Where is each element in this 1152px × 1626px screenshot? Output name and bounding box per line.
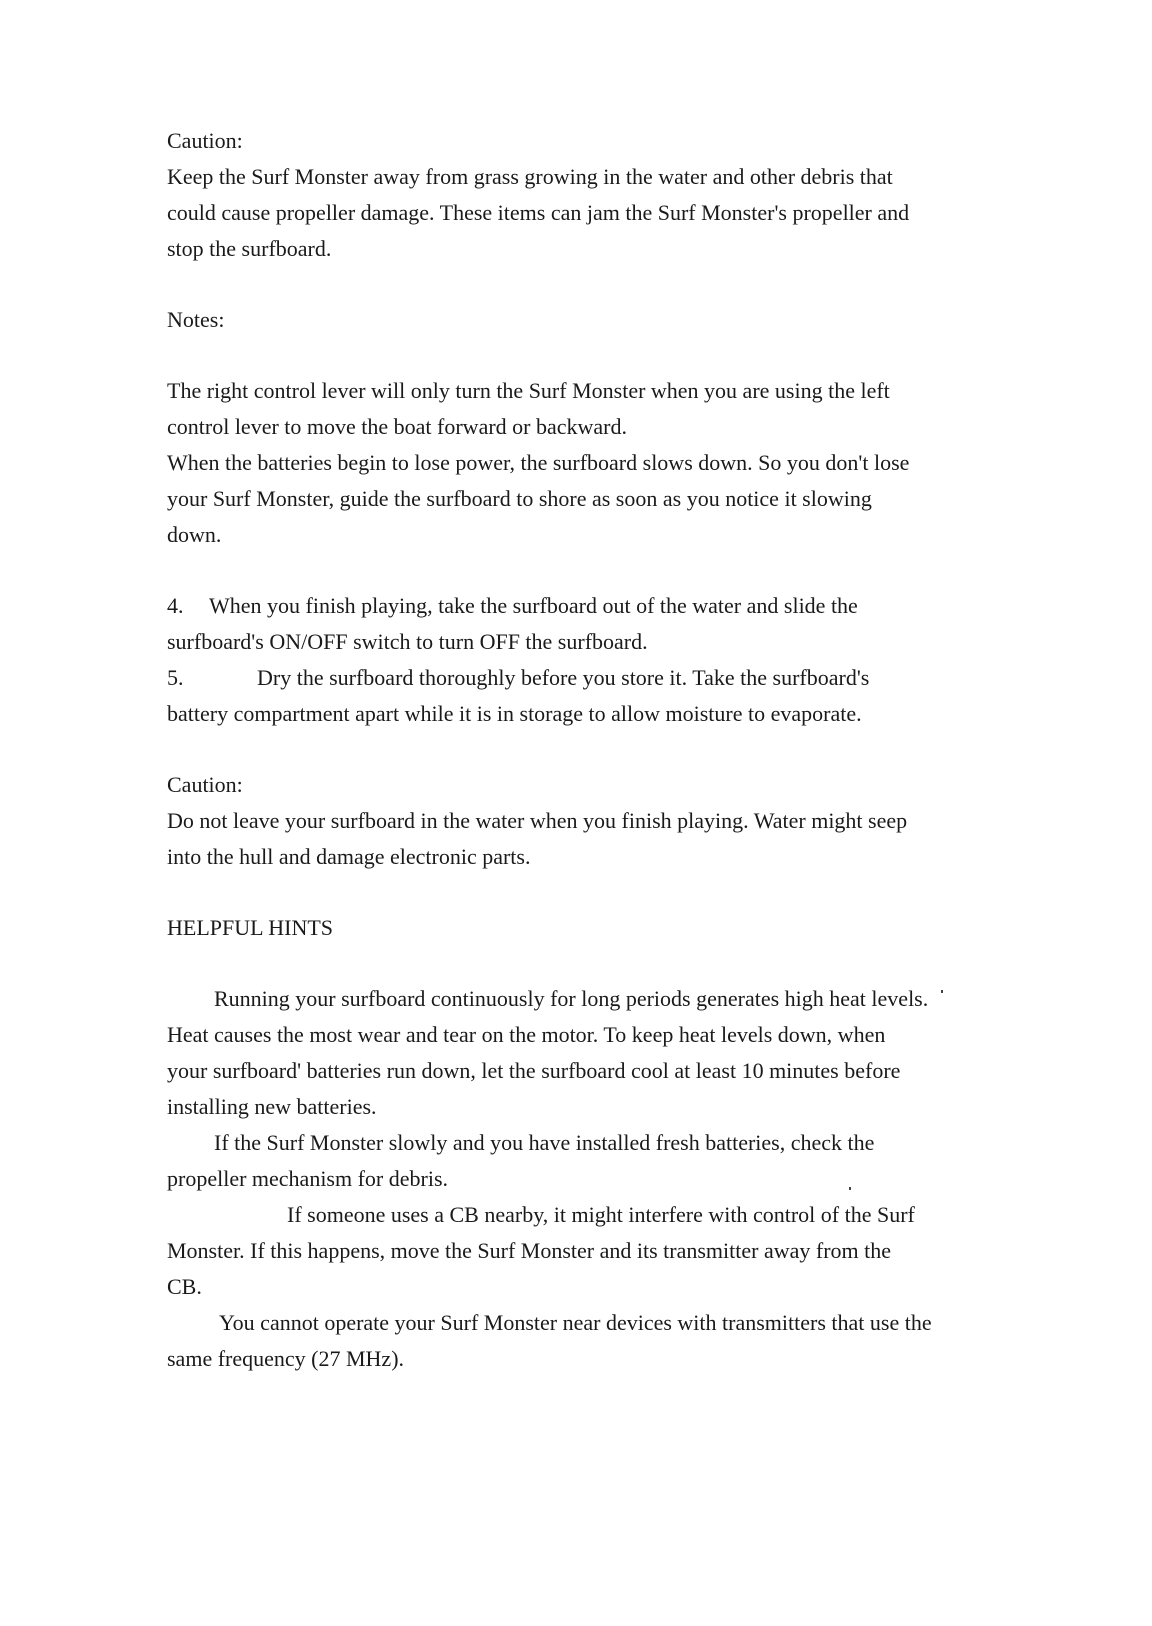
notes-text-line: When the batteries begin to lose power, the surfboard slows down. So you don't lose [167, 450, 910, 475]
step-4-line [167, 588, 858, 624]
notes-text-line: down. [167, 522, 222, 547]
scan-speck [941, 990, 943, 993]
hint-text-line: Running your surfboard continuously for long periods generates high heat levels. [214, 986, 929, 1011]
notes-heading: Notes: [167, 307, 225, 332]
hint-text-line: If someone uses a CB nearby, it might interfere with control of the Surf [287, 1202, 915, 1227]
notes-text-line: The right control lever will only turn the Surf Monster when you are using the left [167, 378, 890, 403]
hints-heading: HELPFUL HINTS [167, 915, 334, 940]
caution-text-line: could cause propeller damage. These items can jam the Surf Monster's propeller and [167, 200, 910, 225]
caution-heading: Caution: [167, 772, 243, 797]
caution-text-line: Do not leave your surfboard in the water when you finish playing. Water might seep [167, 808, 908, 833]
hint-text-line: CB. [167, 1274, 202, 1299]
hint-text-line: your surfboard' batteries run down, let the surfboard cool at least 10 minutes before [167, 1058, 901, 1083]
step-text: Dry the surfboard thoroughly before you store it. Take the surfboard's [257, 665, 870, 690]
caution-text-line: into the hull and damage electronic parts. [167, 844, 531, 869]
notes-text-line: control lever to move the boat forward or backward. [167, 414, 627, 439]
step-number: 5. [167, 665, 184, 690]
step-text: When you finish playing, take the surfboard out of the water and slide the [209, 593, 858, 618]
step-text-line: battery compartment apart while it is in storage to allow moisture to evaporate. [167, 701, 862, 726]
caution-heading: Caution: [167, 128, 243, 153]
caution-text-line: Keep the Surf Monster away from grass growing in the water and other debris that [167, 164, 893, 189]
caution-text-line: stop the surfboard. [167, 236, 332, 261]
scan-speck [849, 1187, 851, 1190]
hint-text-line: installing new batteries. [167, 1094, 377, 1119]
step-5-line [167, 660, 869, 696]
hint-text-line: propeller mechanism for debris. [167, 1166, 449, 1191]
hint-text-line: You cannot operate your Surf Monster near devices with transmitters that use the [219, 1310, 932, 1335]
hint-text-line: same frequency (27 MHz). [167, 1346, 405, 1371]
hint-text-line: If the Surf Monster slowly and you have installed fresh batteries, check the [214, 1130, 875, 1155]
hint-text-line: Heat causes the most wear and tear on the motor. To keep heat levels down, when [167, 1022, 886, 1047]
hint-text-line: Monster. If this happens, move the Surf Monster and its transmitter away from the [167, 1238, 892, 1263]
notes-text-line: your Surf Monster, guide the surfboard to shore as soon as you notice it slowing [167, 486, 872, 511]
step-text-line: surfboard's ON/OFF switch to turn OFF the surfboard. [167, 629, 648, 654]
step-number: 4. [167, 593, 184, 618]
